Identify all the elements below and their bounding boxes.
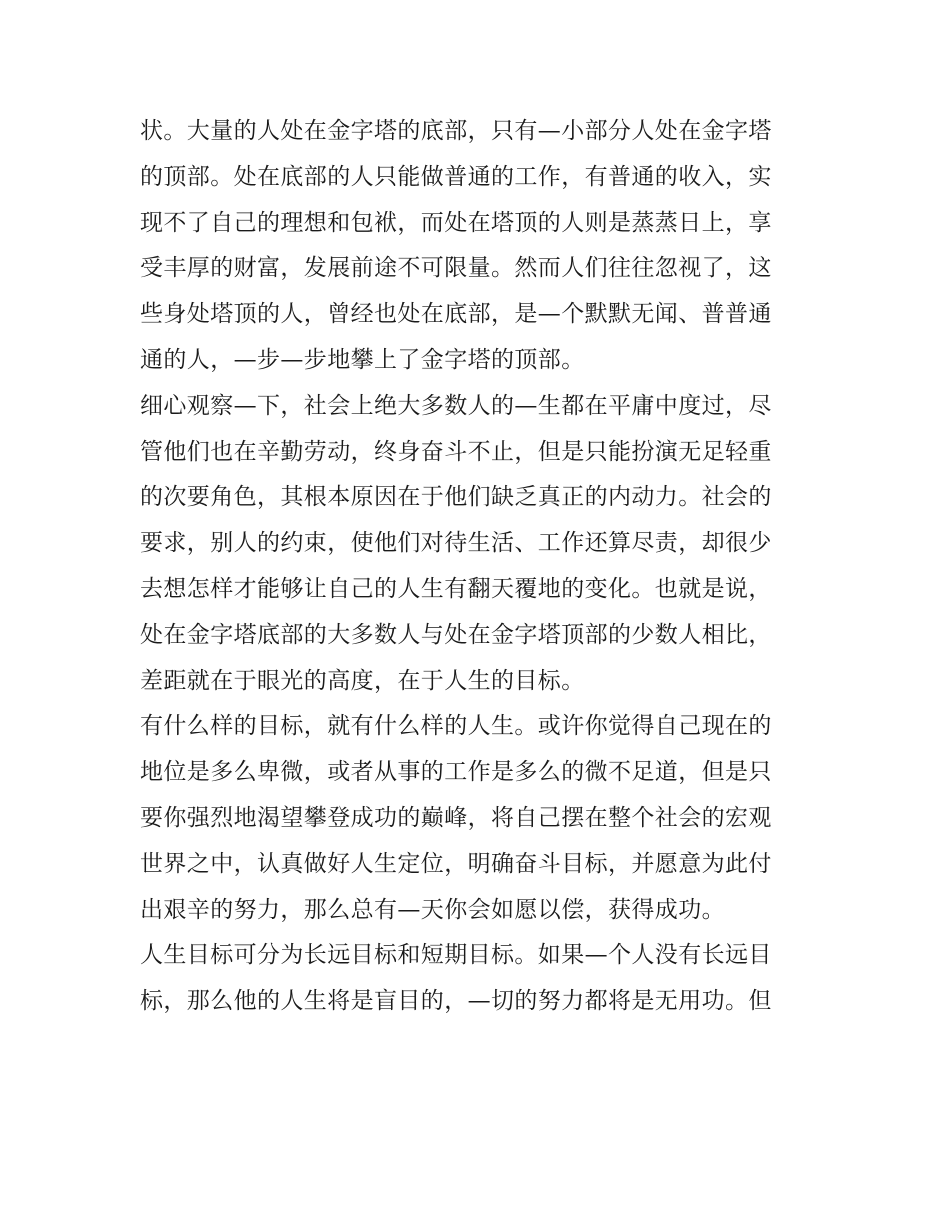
text-line: 状。大量的人处在金字塔的底部，只有—小部分人处在金字塔 [140,118,772,144]
text-line: 出艰辛的努力，那么总有—天你会如愿以偿，获得成功。 [140,896,725,923]
text-line: 要你强烈地渴望攀登成功的巅峰，将自己摆在整个社会的宏观 [140,804,772,831]
text-line: 的次要角色，其根本原因在于他们缺乏真正的内动力。社会的 [140,484,772,511]
text-line: 受丰厚的财富，发展前途不可限量。然而人们往往忽视了，这 [140,255,772,282]
text-line: 处在金字塔底部的大多数人与处在金字塔顶部的少数人相比， [140,621,772,648]
text-line: 通的人，—步—步地攀上了金字塔的顶部。 [140,346,585,373]
text-line: 标，那么他的人生将是盲目的，—切的努力都将是无用功。但 [140,988,772,1015]
text-line: 差距就在于眼光的高度，在于人生的目标。 [140,667,585,694]
text-line: 地位是多么卑微，或者从事的工作是多么的微不足道，但是只 [140,759,772,786]
text-line: 去想怎样才能够让自己的人生有翻天覆地的变化。也就是说， [140,575,772,602]
text-line: 现不了自己的理想和包袱，而处在塔顶的人则是蒸蒸日上，享 [140,209,772,236]
text-line: 的顶部。处在底部的人只能做普通的工作，有普通的收入，实 [140,163,772,190]
body-text [140,109,820,1025]
text-line: 细心观察—下，社会上绝大多数人的—生都在平庸中度过，尽 [140,392,772,419]
text-line: 些身处塔顶的人，曾经也处在底部，是—个默默无闻、普普通 [140,301,772,328]
text-line: 要求，别人的约束，使他们对待生活、工作还算尽责，却很少 [140,530,772,557]
text-line: 世界之中，认真做好人生定位，明确奋斗目标，并愿意为此付 [140,850,772,877]
text-line: 管他们也在辛勤劳动，终身奋斗不止，但是只能扮演无足轻重 [140,438,772,465]
text-line: 有什么样的目标，就有什么样的人生。或许你觉得自己现在的 [140,713,772,740]
text-line: 人生目标可分为长远目标和短期目标。如果—个人没有长远目 [140,942,772,969]
